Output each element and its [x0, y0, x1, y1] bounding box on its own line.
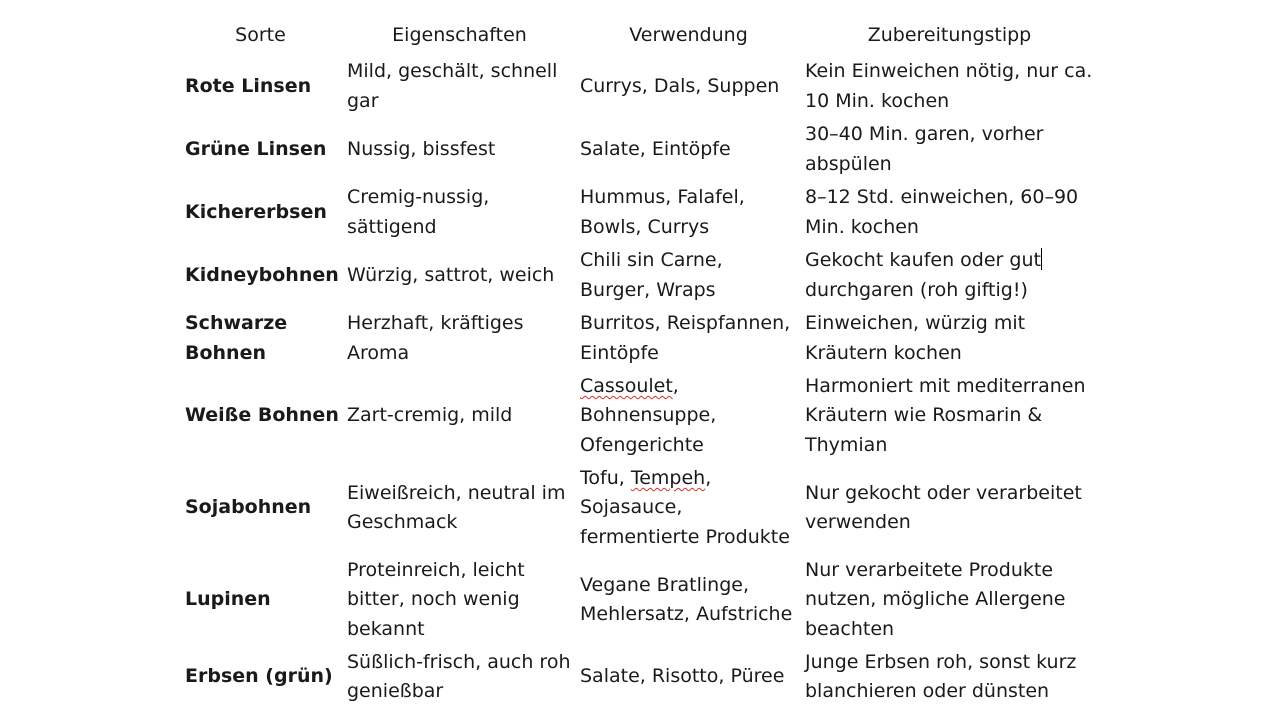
cell-tipp[interactable]: Einweichen, würzig mit Kräutern kochen — [805, 312, 1026, 364]
cell-verwendung[interactable]: Burritos, Reispfannen, Eintöpfe — [580, 312, 791, 364]
table-row — [178, 307, 1098, 370]
cell-sorte[interactable]: Schwarze Bohnen — [185, 312, 288, 364]
cell-sorte[interactable]: Sojabohnen — [185, 496, 312, 519]
cell-tipp[interactable]: Junge Erbsen roh, sonst kurz blanchieren oder dünsten — [805, 650, 1077, 702]
cell-verwendung-rest: , Sojasauce, fermentierte Produkte — [580, 466, 790, 548]
cell-eigenschaften[interactable]: Würzig, sattrot, weich — [347, 263, 555, 286]
cell-tipp-text-after-caret: durchgaren (roh giftig!) — [805, 278, 1028, 301]
cell-eigenschaften[interactable]: Proteinreich, leicht bitter, noch wenig bekannt — [347, 558, 525, 640]
cell-verwendung[interactable]: Vegane Bratlinge, Mehlersatz, Aufstriche — [580, 573, 793, 625]
table-row — [178, 554, 1098, 646]
cell-tipp[interactable]: Kein Einweichen nötig, nur ca. 10 Min. kochen — [805, 60, 1093, 112]
cell-verwendung[interactable]: Salate, Eintöpfe — [580, 137, 731, 160]
column-header-verwendung[interactable]: Verwendung — [629, 24, 748, 46]
table-row — [178, 118, 1098, 181]
cell-verwendung[interactable]: Hummus, Falafel, Bowls, Currys — [580, 186, 745, 238]
cell-sorte[interactable]: Rote Linsen — [185, 74, 312, 97]
column-header-sorte[interactable]: Sorte — [235, 24, 286, 46]
table-row — [178, 462, 1098, 554]
cell-verwendung[interactable]: Chili sin Carne, Burger, Wraps — [580, 249, 723, 301]
cell-verwendung[interactable]: Salate, Risotto, Püree — [580, 665, 785, 688]
cell-sorte[interactable]: Weiße Bohnen — [185, 404, 339, 427]
table-row — [178, 646, 1098, 708]
table-header — [178, 18, 1098, 55]
cell-sorte[interactable]: Kidneybohnen — [185, 263, 339, 286]
header-row — [178, 18, 1098, 55]
table-row — [178, 181, 1098, 244]
table-row — [178, 244, 1098, 307]
cell-tipp[interactable]: Nur gekocht oder verarbeitet verwenden — [805, 481, 1082, 533]
cell-eigenschaften[interactable]: Zart-cremig, mild — [347, 404, 513, 427]
column-header-zubereitungstipp[interactable]: Zubereitungstipp — [867, 24, 1032, 46]
cell-tipp[interactable]: 30–40 Min. garen, vorher abspülen — [805, 123, 1044, 175]
cell-sorte[interactable]: Kichererbsen — [185, 200, 327, 223]
cell-sorte[interactable]: Erbsen (grün) — [185, 665, 333, 688]
cell-verwendung-lead: Tofu, — [580, 466, 631, 489]
cell-eigenschaften[interactable]: Süßlich-frisch, auch roh genießbar — [347, 650, 571, 702]
document-page — [178, 18, 1098, 708]
column-header-eigenschaften[interactable]: Eigenschaften — [392, 24, 527, 46]
legumes-table — [178, 18, 1098, 708]
spellcheck-flagged-word: Cassoulet — [580, 374, 673, 397]
cell-eigenschaften[interactable]: Mild, geschält, schnell gar — [347, 60, 558, 112]
cell-eigenschaften[interactable]: Eiweißreich, neutral im Geschmack — [347, 481, 566, 533]
table-row — [178, 55, 1098, 118]
cell-eigenschaften[interactable]: Herzhaft, kräftiges Aroma — [347, 312, 524, 364]
cell-verwendung[interactable]: Currys, Dals, Suppen — [580, 74, 780, 97]
cell-eigenschaften[interactable]: Cremig-nussig, sättigend — [347, 186, 490, 238]
cell-verwendung[interactable] — [576, 370, 801, 462]
cell-tipp[interactable]: Harmoniert mit mediterranen Kräutern wie Rosmarin & Thymian — [805, 374, 1086, 456]
cell-eigenschaften[interactable]: Nussig, bissfest — [347, 137, 496, 160]
cell-sorte[interactable]: Lupinen — [185, 588, 271, 611]
table-body — [178, 55, 1098, 708]
text-cursor-caret — [1041, 248, 1042, 270]
spellcheck-flagged-word: Tempeh — [630, 466, 706, 489]
cell-tipp[interactable]: 8–12 Std. einweichen, 60–90 Min. kochen — [805, 186, 1079, 238]
cell-tipp-text-before-caret: Gekocht kaufen oder gut — [805, 249, 1041, 271]
table-row — [178, 370, 1098, 462]
cell-verwendung-rest: , Bohnensuppe, Ofengerichte — [580, 374, 717, 456]
cell-sorte[interactable]: Grüne Linsen — [185, 137, 327, 160]
cell-tipp[interactable] — [801, 244, 1098, 307]
cell-verwendung[interactable] — [576, 462, 801, 554]
cell-tipp[interactable]: Nur verarbeitete Produkte nutzen, mögliche Allergene beachten — [805, 558, 1066, 640]
